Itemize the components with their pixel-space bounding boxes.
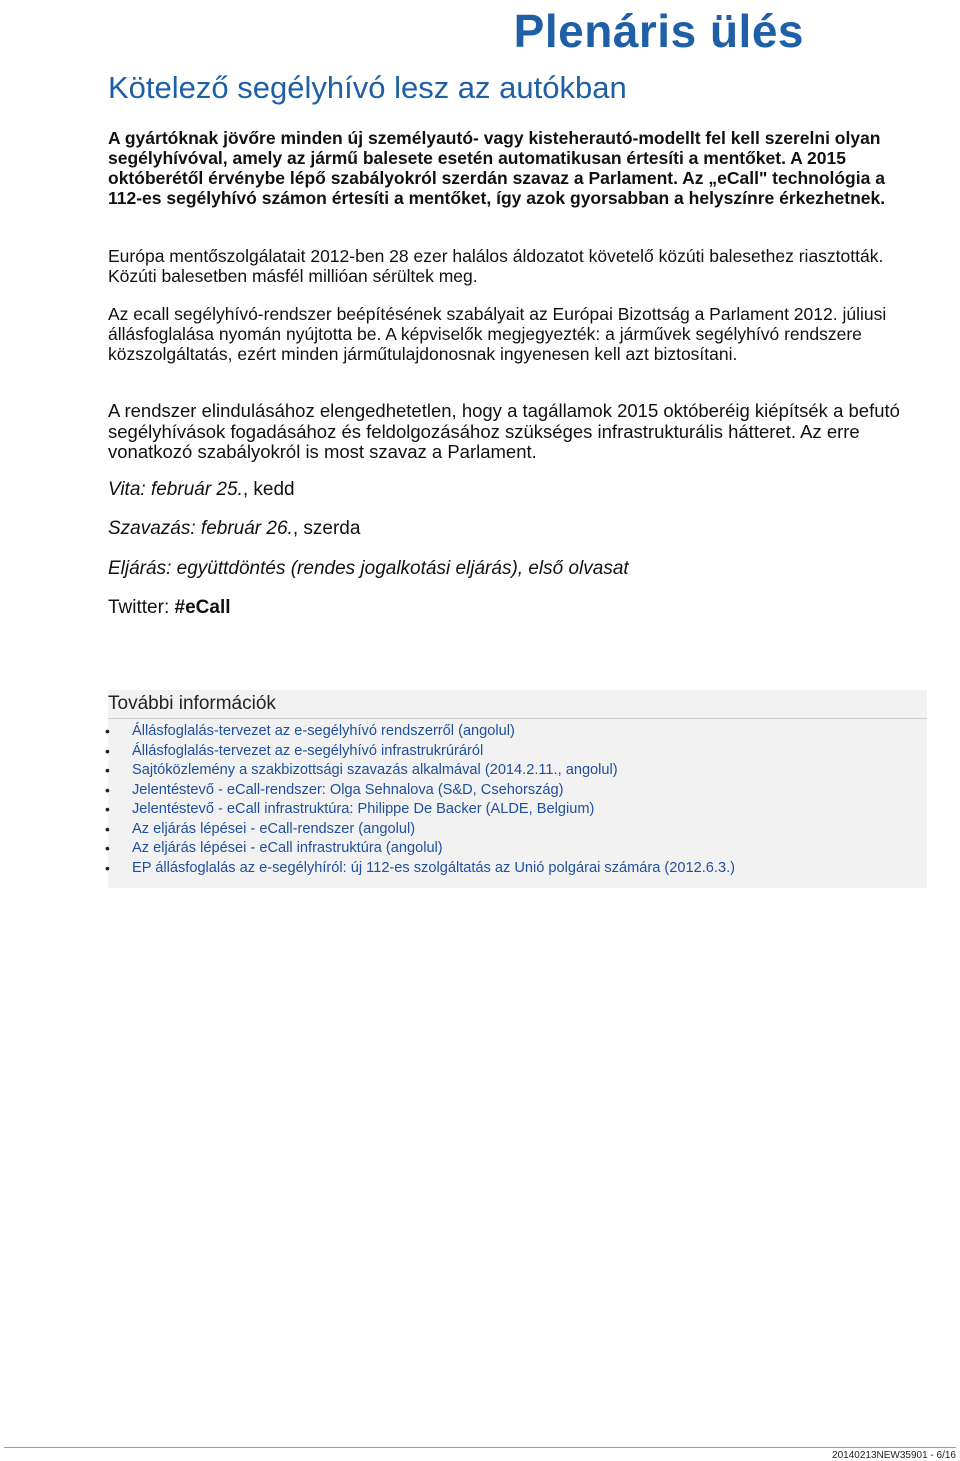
further-info-title: További információk <box>108 690 927 719</box>
info-link-5[interactable]: Jelentéstevő - eCall infrastruktúra: Philippe De Backer (ALDE, Belgium) <box>132 801 595 817</box>
bullet-icon: • <box>105 840 110 856</box>
list-item <box>105 761 735 781</box>
meta-eljaras <box>108 558 629 580</box>
list-item <box>105 781 735 801</box>
footer-divider <box>4 1447 956 1448</box>
article-title: Kötelező segélyhívó lesz az autókban <box>108 70 627 105</box>
list-item <box>105 800 735 820</box>
info-link-2[interactable]: Állásfoglalás-tervezet az e-segélyhívó infrastrukrúráról <box>132 742 484 759</box>
info-link-6[interactable]: Az eljárás lépései - eCall-rendszer (angolul) <box>132 820 416 837</box>
body-paragraph-3: A rendszer elindulásához elengedhetetlen, hogy a tagállamok 2015 októberéig kiépítsék a befutó segélyhívások fogadásához és feldolgozásához szükséges infrastrukturális hátteret. Az erre vonatkozó szabályokról is most szavaz a Parlament. <box>108 400 900 462</box>
further-info-box <box>105 690 927 888</box>
meta-szavazas-value: , szerda <box>292 518 361 539</box>
meta-szavazas <box>108 518 360 540</box>
info-link-1[interactable]: Állásfoglalás-tervezet az e-segélyhívó rendszerről (angolul) <box>132 723 515 739</box>
article-lead: A gyártóknak jövőre minden új személyautó- vagy kisteherautó-modellt fel kell szerelni olyan segélyhívóval, amely az jármű balesete esetén automatikusan értesíti a mentőket. A 2015 októberétől érvénybe lépő szabályokról szerdán szavaz a Parlament. Az „eCall" technológia a 112-es segélyhívó számon értesíti a mentőket, így azok gyorsabban a helyszínre érkezhetnek. <box>108 128 886 208</box>
meta-twitter <box>108 597 231 619</box>
meta-twitter-label: Twitter: <box>108 597 175 618</box>
meta-eljaras-label: Eljárás: együttdöntés (rendes jogalkotási eljárás), első olvasat <box>108 558 629 579</box>
info-link-3[interactable]: Sajtóközlemény a szakbizottsági szavazás alkalmával (2014.2.11., angolul) <box>132 762 618 778</box>
further-info-list <box>105 722 735 878</box>
info-link-7[interactable]: Az eljárás lépései - eCall infrastruktúra (angolul) <box>132 840 443 856</box>
footer-page-ref: 20140213NEW35901 - 6/16 <box>832 1450 956 1461</box>
meta-szavazas-label: Szavazás: február 26. <box>108 518 293 539</box>
bullet-icon: • <box>105 742 110 759</box>
meta-vita <box>108 479 295 501</box>
twitter-hashtag[interactable]: #eCall <box>174 597 231 618</box>
list-item <box>105 742 735 762</box>
list-item <box>105 859 735 879</box>
list-item <box>105 820 735 840</box>
body-paragraph-1: Európa mentőszolgálatait 2012-ben 28 ezer halálos áldozatot követelő közúti balesethez riasztották. Közúti balesetben másfél millióan sérültek meg. <box>108 246 884 286</box>
list-item <box>105 839 735 859</box>
bullet-icon: • <box>105 723 110 739</box>
bullet-icon: • <box>105 781 110 798</box>
meta-vita-value: , kedd <box>242 479 295 500</box>
list-item <box>105 722 735 742</box>
bullet-icon: • <box>105 820 110 837</box>
bullet-icon: • <box>105 859 110 876</box>
meta-vita-label: Vita: február 25. <box>108 479 243 500</box>
body-paragraph-2: Az ecall segélyhívó-rendszer beépítésének szabályait az Európai Bizottság a Parlament 2012. júliusi állásfoglalása nyomán nyújtotta be. A képviselők megjegyezték: a járművek segélyhívó rendszere közszolgáltatás, ezért minden járműtulajdonosnak ingyenesen kell azt biztosítani. <box>108 304 887 364</box>
bullet-icon: • <box>105 801 110 817</box>
page-header-title: Plenáris ülés <box>513 5 804 57</box>
bullet-icon: • <box>105 762 110 778</box>
info-link-4[interactable]: Jelentéstevő - eCall-rendszer: Olga Sehnalova (S&D, Csehország) <box>132 781 564 798</box>
info-link-8[interactable]: EP állásfoglalás az e-segélyhíról: új 112-es szolgáltatás az Unió polgárai számára (2012.6.3.) <box>132 859 735 876</box>
